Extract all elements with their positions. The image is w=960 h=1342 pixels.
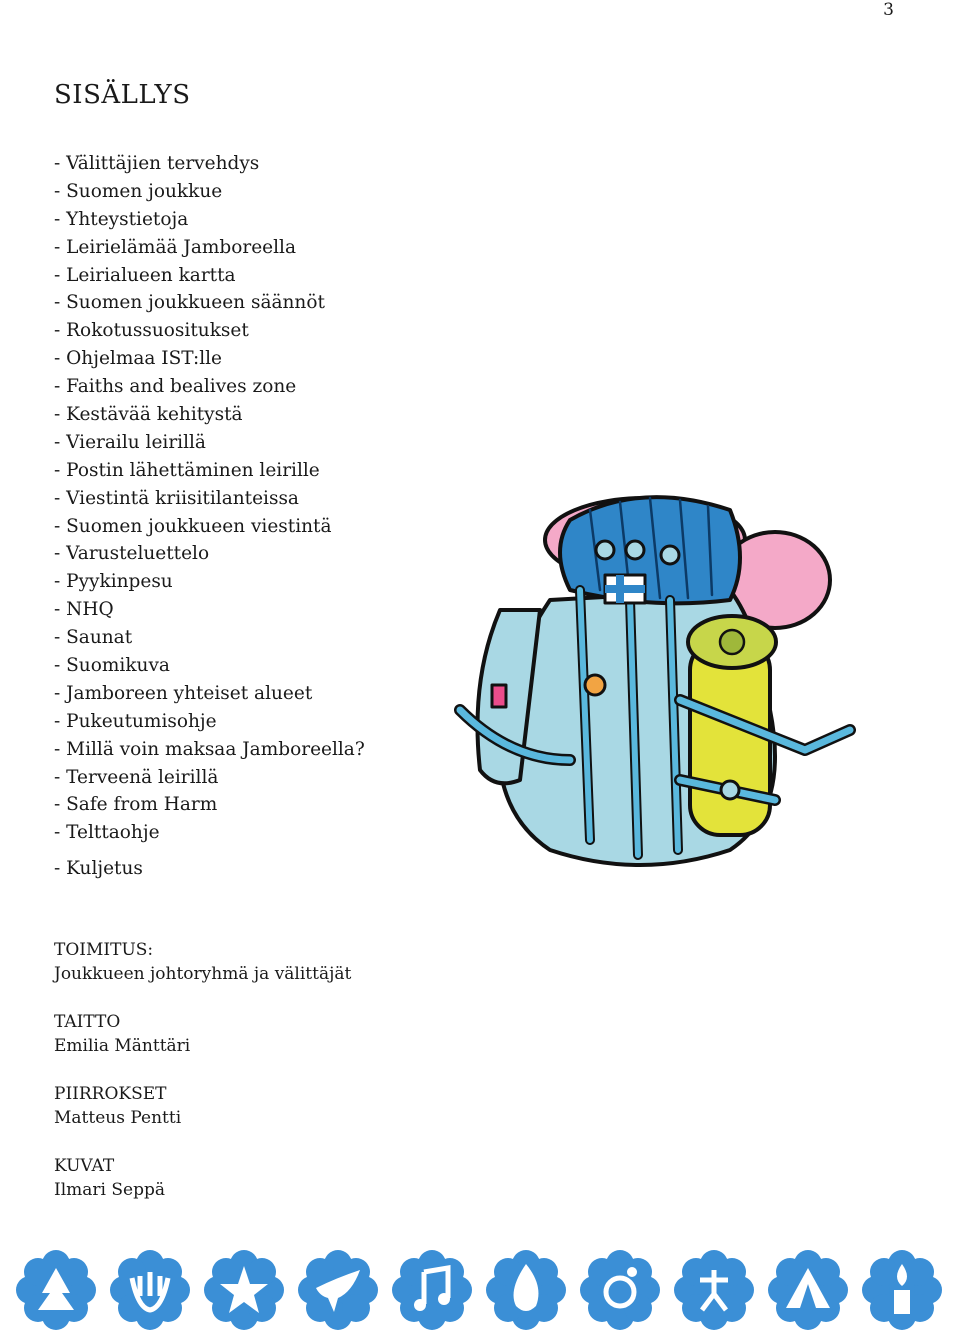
toc-item: - Pukeutumisohje: [54, 710, 217, 732]
credits-section: [54, 938, 351, 1226]
person-icon: [578, 1248, 662, 1332]
toc-item: - Leirielämää Jamboreella: [54, 236, 296, 258]
figure-icon: [672, 1248, 756, 1332]
toc-item: - Saunat: [54, 627, 133, 649]
table-of-contents: [54, 150, 365, 883]
credit-heading: KUVAT: [54, 1156, 115, 1176]
toc-item: - Ohjelmaa IST:lle: [54, 348, 222, 370]
credit-name: Ilmari Seppä: [54, 1180, 165, 1200]
flame-icon: [484, 1248, 568, 1332]
toc-item: - Suomen joukkue: [54, 180, 223, 202]
credit-name: Emilia Mänttäri: [54, 1036, 191, 1056]
credit-heading: TOIMITUS:: [54, 940, 154, 960]
toc-item: - Safe from Harm: [54, 794, 218, 816]
credit-layout: [54, 1010, 351, 1058]
toc-item: - Pyykinpesu: [54, 571, 173, 593]
toc-item: - Viestintä kriisitilanteissa: [54, 487, 299, 509]
credit-drawings: [54, 1082, 351, 1130]
toc-item: - Millä voin maksaa Jamboreella?: [54, 738, 365, 760]
toc-item: - Välittäjien tervehdys: [54, 153, 260, 174]
toc-item: - Leirialueen kartta: [54, 264, 236, 286]
credit-name: Joukkueen johtoryhmä ja välittäjät: [54, 964, 352, 984]
credit-editorial: [54, 938, 351, 986]
star-icon: [202, 1248, 286, 1332]
toc-item: - Kestävää kehitystä: [54, 404, 243, 426]
credit-heading: PIIRROKSET: [54, 1084, 167, 1104]
bird-icon: [296, 1248, 380, 1332]
hands-icon: [108, 1248, 192, 1332]
candle-icon: [860, 1248, 944, 1332]
toc-item: - Suomikuva: [54, 655, 170, 677]
toc-item: - Jamboreen yhteiset alueet: [54, 682, 313, 704]
page-title: SISÄLLYS: [54, 80, 191, 110]
toc-item: - Telttaohje: [54, 822, 160, 844]
music-icon: [390, 1248, 474, 1332]
footer-badge-row: [14, 1248, 954, 1334]
toc-item: - Suomen joukkueen viestintä: [54, 515, 332, 537]
toc-item: - Faiths and bealives zone: [54, 376, 297, 398]
credit-name: Matteus Pentti: [54, 1108, 182, 1128]
toc-item: - Postin lähettäminen leirille: [54, 459, 320, 481]
toc-item: - Rokotussuositukset: [54, 320, 249, 342]
toc-item: - Suomen joukkueen säännöt: [54, 292, 325, 314]
tree-icon: [14, 1248, 98, 1332]
credit-heading: TAITTO: [54, 1012, 121, 1032]
toc-item: - Yhteystietoja: [54, 208, 189, 230]
toc-item: - NHQ: [54, 599, 114, 621]
tent-icon: [766, 1248, 850, 1332]
toc-item: - Terveenä leirillä: [54, 766, 219, 788]
backpack-illustration: [440, 480, 910, 880]
toc-item: - Vierailu leirillä: [54, 431, 206, 453]
credit-photos: [54, 1154, 351, 1202]
page-number: 3: [883, 0, 894, 20]
toc-item: - Kuljetus: [54, 858, 143, 880]
toc-item: - Varusteluettelo: [54, 543, 210, 565]
